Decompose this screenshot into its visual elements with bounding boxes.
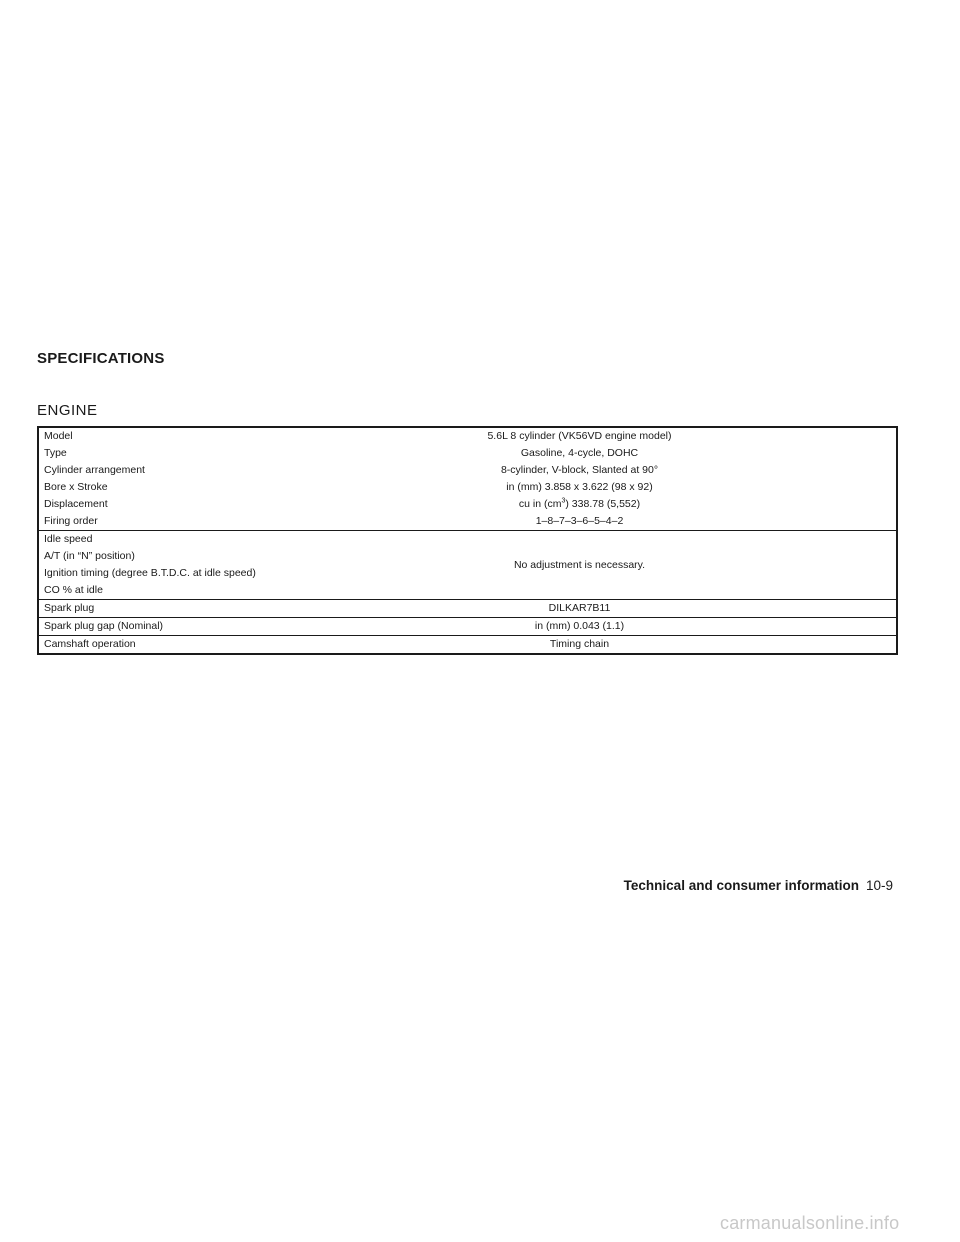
spec-value-spark-plug: DILKAR7B11 (548, 602, 611, 614)
spec-group-spark-plug (39, 599, 896, 617)
engine-spec-table (37, 426, 898, 655)
spec-group-camshaft (39, 635, 896, 653)
spec-label-co-idle: CO % at idle (44, 584, 103, 596)
spec-value-displacement: cu in $(cm^3)$ 338.78 (5,552) (518, 497, 641, 510)
spec-label-type: Type (44, 447, 67, 459)
spec-group-general (39, 428, 896, 530)
spec-value-spark-plug-gap: in (mm) 0.043 (1.1) (534, 620, 625, 632)
spec-label-idle-speed: Idle speed (44, 533, 93, 545)
spec-value-type: Gasoline, 4-cycle, DOHC (520, 447, 639, 459)
spec-group-spark-plug-gap (39, 617, 896, 635)
page-number: 10-9 (865, 878, 893, 893)
section-title: SPECIFICATIONS (37, 350, 165, 367)
footer-title: Technical and consumer information (623, 878, 859, 893)
subsection-title: ENGINE (37, 402, 98, 419)
spec-label-bore-stroke: Bore x Stroke (44, 481, 108, 493)
spec-label-at-position: A/T (in “N” position) (44, 550, 135, 562)
spec-value-model: 5.6L 8 cylinder (VK56VD engine model) (487, 430, 672, 442)
spec-label-firing-order: Firing order (44, 515, 98, 527)
spec-value-bore-stroke: in (mm) 3.858 x 3.622 (98 x 92) (506, 481, 653, 493)
watermark: carmanualsonline.info (720, 1213, 900, 1233)
spec-label-model: Model (44, 430, 73, 442)
spec-label-spark-plug: Spark plug (44, 602, 95, 614)
spec-value-idle-note: No adjustment is necessary. (513, 559, 646, 571)
spec-label-displacement: Displacement (44, 498, 108, 510)
page-footer (624, 878, 893, 893)
spec-value-cylinder-arrangement: 8-cylinder, V-block, Slanted at 90° (500, 464, 659, 476)
spec-label-spark-plug-gap: Spark plug gap (Nominal) (44, 620, 164, 632)
spec-value-firing-order: 1–8–7–3–6–5–4–2 (535, 515, 624, 527)
spec-label-cylinder-arrangement: Cylinder arrangement (44, 464, 145, 476)
spec-group-idle (39, 530, 896, 599)
spec-label-camshaft-operation: Camshaft operation (44, 638, 136, 650)
spec-label-ignition-timing: Ignition timing (degree B.T.D.C. at idle speed) (44, 567, 256, 579)
spec-value-camshaft-operation: Timing chain (549, 638, 610, 650)
